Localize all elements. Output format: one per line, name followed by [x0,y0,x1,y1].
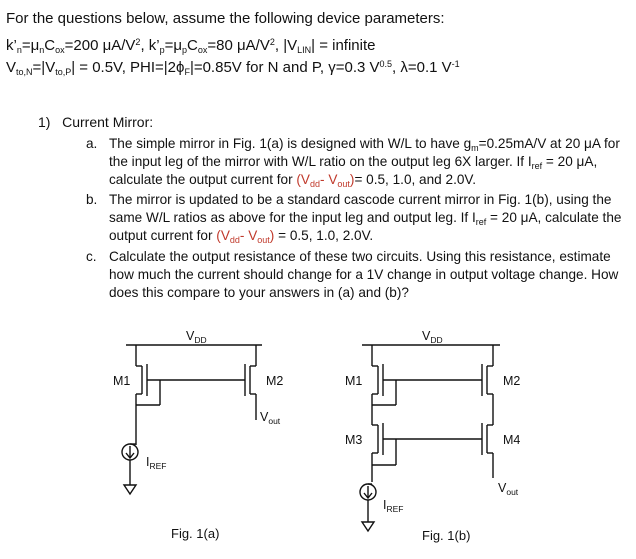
device-params-line-2: $V_{to,N}=|V_{to,P}| = 0.5V$, $PHI=|2\phi_F|=0.85V$ for N and P, γ=0.3 $V^{0.5}$, λ=0.1 $V^{-1}$ [6,59,460,77]
item-b-line-3: output current for ($V_{dd}-$ $V_{out}) = 0.5$, 1.0, 2.0V. [109,228,374,245]
item-a-line-3: calculate the output current for ($V_{dd}-$ $V_{out})= 0.5$, 1.0, and 2.0V. [109,172,477,189]
fig-b-vdd-label: $V_{DD}$ [422,329,443,345]
fig-b-m3-label: M3 [345,433,363,447]
item-a-line-1: The simple mirror in Fig. 1(a) is designed with W/L to have $g_m=0.25mA/V$ at 20 μA for [109,136,620,153]
fig-b-m4-label: M4 [503,433,521,447]
item-b-line-2: same W/L ratios as above for the input leg and output leg. If $I_{ref} = 20$ μA, calculate the [109,210,622,227]
item-c-letter: c. [86,249,97,264]
device-params-line-1: $k’_n=\mu_nC_{ox}=200$ $\mu A/V^2$, $k’_p=\mu_pC_{ox}=80$ $\mu A/V^2$, $|V_{LIN}|$ = infinite [6,37,376,55]
fig-b-caption: Fig. 1(b) [422,528,471,543]
section-number: 1) [38,114,51,130]
item-a-line-2: the input leg of the mirror with W/L ratio on the output leg 6X larger. If $I_{ref} = 20$ μA, [109,154,598,171]
intro-text: For the questions below, assume the following device parameters: [6,10,445,27]
fig-b-iref-label: $I_{REF}$ [383,498,404,514]
fig-b-vout-label: $V_{out}$ [498,481,519,497]
fig-a-vdd-label: $V_{DD}$ [186,329,207,345]
fig-a-vout-label: $V_{out}$ [260,410,281,426]
item-b-letter: b. [86,192,98,207]
fig-b-m1-label: M1 [345,374,363,388]
item-c-line-1: Calculate the output resistance of these two circuits. Using this resistance, estimate [109,249,611,264]
fig-b-schematic [360,345,500,531]
fig-b-m2-label: M2 [503,374,521,388]
fig-a-schematic [122,345,262,494]
item-c-line-3: does this compare to your answers in (a) and (b)? [109,285,409,300]
item-b-line-1: The mirror is updated to be a standard cascode current mirror in Fig. 1(b), using the [109,192,612,207]
fig-a-caption: Fig. 1(a) [171,526,220,541]
fig-a-m1-label: M1 [113,374,131,388]
section-title: Current Mirror: [62,114,154,130]
item-a-letter: a. [86,136,98,151]
item-c-line-2: how much the current should change for a 1V change in output voltage change. How [109,267,619,282]
fig-a-iref-label: $I_{REF}$ [146,455,167,471]
fig-a-m2-label: M2 [266,374,284,388]
